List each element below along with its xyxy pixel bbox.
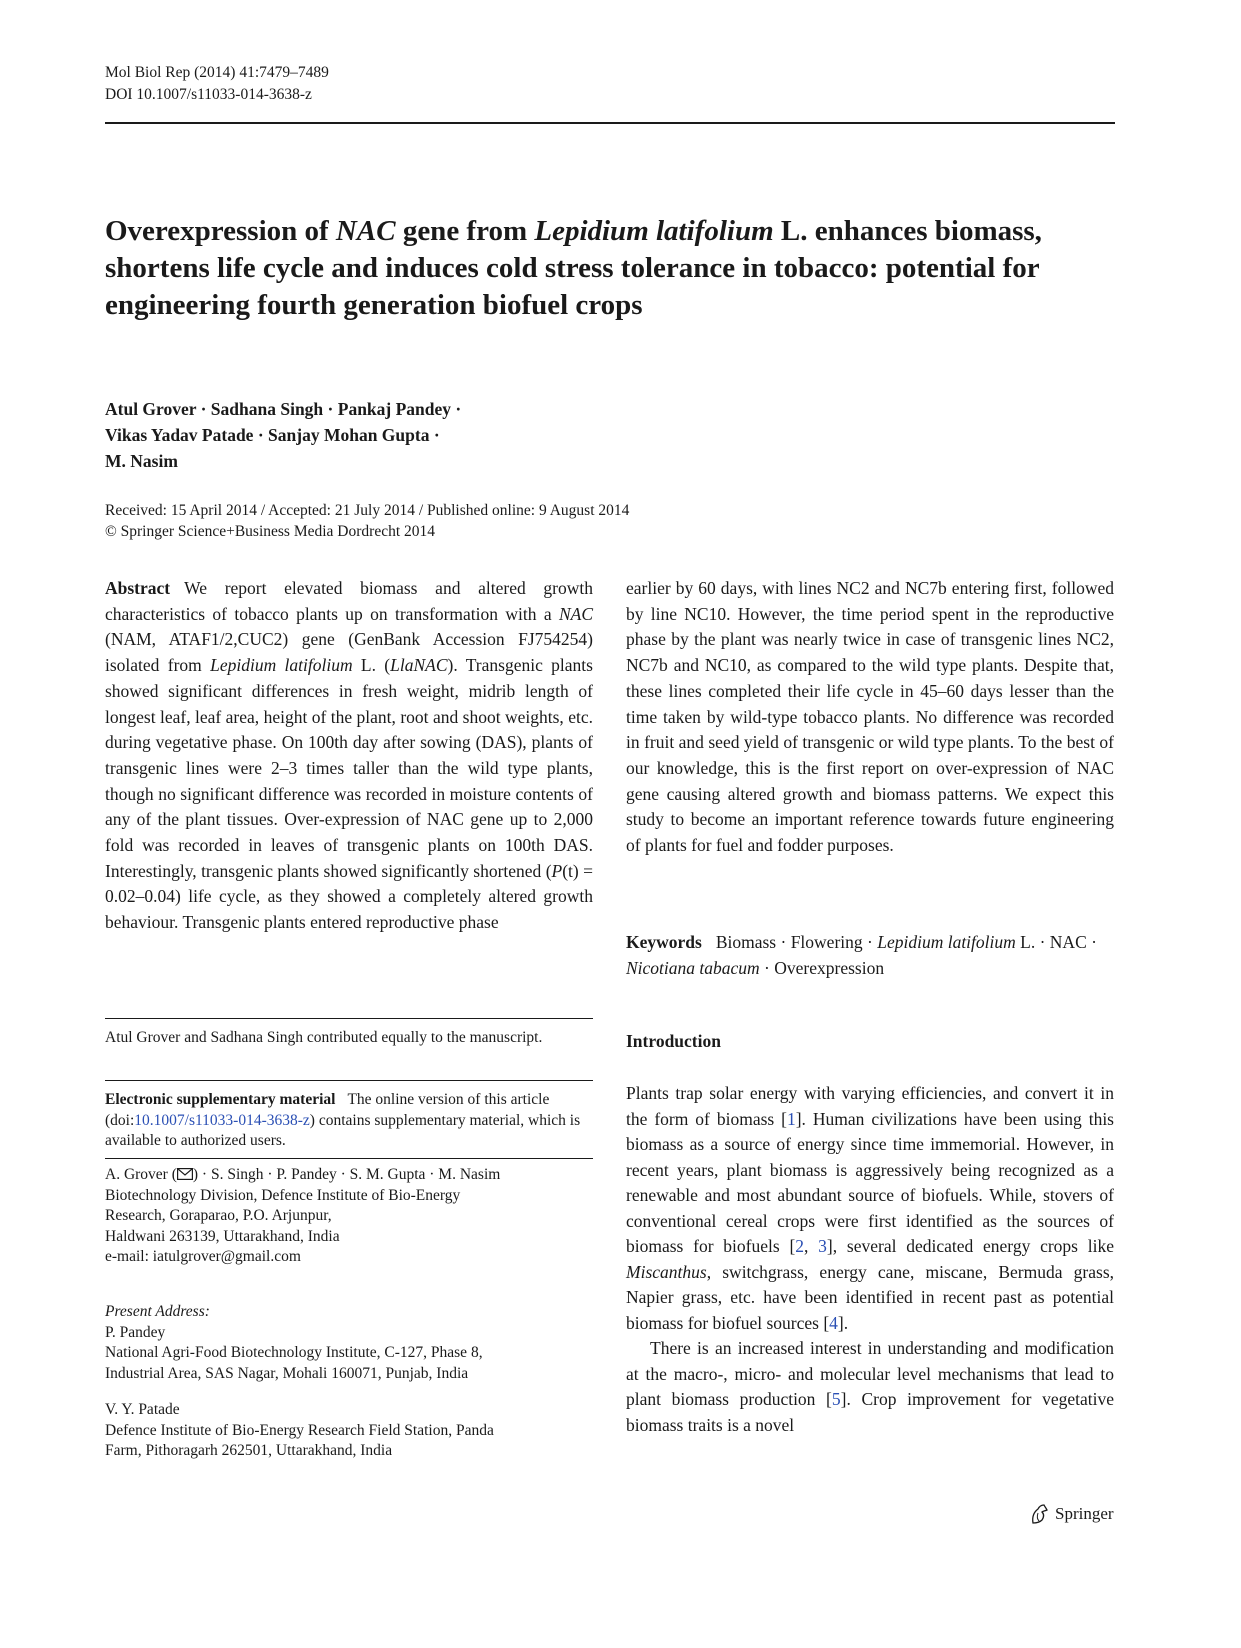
- present-address-name: V. Y. Patade: [105, 1401, 180, 1418]
- abstract-pvalue: P: [551, 860, 563, 881]
- intro-text: ]. Human civilizations have been using this biomass as a source of energy since time immemorial. However, in recent years, plant biomass is aggressively being recognized as a renewable and most abundant source of biofuels. While, stovers of conventional cereal crops were first identified as the sources of biomass for biofuels [: [626, 1108, 1114, 1256]
- present-address-line: Industrial Area, SAS Nagar, Mohali 160071, Punjab, India: [105, 1364, 469, 1382]
- keyword-text: Biomass · Flowering ·: [715, 932, 878, 952]
- abstract-gene: LlaNAC: [390, 655, 448, 676]
- citation-link[interactable]: 2: [795, 1236, 805, 1256]
- intro-text: There is an increased interest in understanding and modification at the macro-, micro- and molecular level mechanisms that lead to plant biomass production [: [626, 1338, 1114, 1409]
- author-line: Vikas Yadav Patade · Sanjay Mohan Gupta ·: [105, 425, 440, 445]
- footnote-affiliation: [105, 1165, 593, 1268]
- affiliation-line: Research, Goraparao, P.O. Arjunpur,: [105, 1207, 332, 1224]
- footnote-present-address-2: [105, 1400, 593, 1462]
- intro-text: ].: [837, 1312, 849, 1333]
- abstract-continuation: earlier by 60 days, with lines NC2 and NC7b entering first, followed by line NC10. However, the time period spent in the reproductive phase by the plant was nearly twice in case of transgenic lines NC2, NC7b and NC10, as compared to the wild type plants. Despite that, these lines completed their life cycle in 45–60 days lesser than the time taken by wild-type tobacco plants. No difference was recorded in fruit and seed yield of transgenic or wild type plants. To the best of our knowledge, this is the first report on over-expression of NAC gene causing altered growth and biomass patterns. We expect this study to become an important reference towards future engineering of plants for fuel and fodder purposes.: [626, 578, 1114, 856]
- journal-citation: Mol Biol Rep (2014) 41:7479–7489: [105, 64, 329, 81]
- intro-text: , switchgrass, energy cane, miscane, Bermuda grass, Napier grass, etc. have been identified in recent past as potential biomass for biofuel sources [: [626, 1261, 1114, 1333]
- intro-text: ,: [804, 1236, 819, 1256]
- footnote-rule: [105, 1018, 593, 1019]
- title-text: Overexpression of: [105, 215, 336, 247]
- esm-text: ) contains supplementary material, which is available to authorized users.: [105, 1111, 581, 1149]
- abstract-species: Lepidium latifolium: [210, 655, 353, 676]
- springer-horse-icon: [1029, 1503, 1049, 1525]
- publication-dates: [105, 500, 629, 542]
- footnote-equal-contribution: Atul Grover and Sadhana Singh contributed equally to the manuscript.: [105, 1029, 543, 1046]
- intro-paragraph: [626, 1336, 1114, 1438]
- publisher-logo: [1029, 1503, 1114, 1525]
- citation-link[interactable]: 5: [831, 1389, 841, 1409]
- intro-paragraph: [626, 1081, 1114, 1336]
- abstract-text: ). Transgenic plants showed significant differences in fresh weight, midrib length of longest leaf, leaf area, height of the plant, root and shoot weights, etc. during vegetative phase. On 100th day after sowing (DAS), plants of transgenic lines were 2–3 times taller than the wild type plants, though no significant difference was recorded in moisture contents of any of the plant tissues. Over-expression of NAC gene up to 2,000 fold was recorded in leaves of transgenic plants on 100th DAS. Interestingly, transgenic plants showed significantly shortened (: [105, 655, 593, 881]
- abstract-label: Abstract: [105, 578, 171, 598]
- present-address-name: P. Pandey: [105, 1323, 166, 1341]
- footnote-rule: [105, 1080, 593, 1081]
- intro-species: Miscanthus: [626, 1261, 707, 1282]
- esm-doi-link[interactable]: 10.1007/s11033-014-3638-z: [134, 1111, 310, 1129]
- footnote-esm: [105, 1090, 593, 1152]
- keyword-species: Nicotiana tabacum: [626, 957, 760, 978]
- introduction-body: [626, 1081, 1114, 1438]
- affiliation-text: A. Grover (: [105, 1166, 177, 1183]
- citation-link[interactable]: 4: [829, 1312, 838, 1333]
- abstract-text: (NAM, ATAF1/2,CUC2) gene (GenBank Accession FJ754254) isolated from: [105, 629, 593, 676]
- abstract-gene: NAC: [558, 603, 593, 624]
- affiliation-text: ) · S. Singh · P. Pandey · S. M. Gupta · M. Nasim: [192, 1166, 501, 1183]
- esm-label: Electronic supplementary material: [105, 1091, 336, 1108]
- affiliation-names: [105, 1165, 593, 1186]
- abstract-text: (t) = 0.02–0.04) life cycle, as they showed a completely altered growth behaviour. Transgenic plants entered reproductive phase: [105, 860, 594, 933]
- journal-doi: DOI 10.1007/s11033-014-3638-z: [105, 86, 312, 103]
- abstract: [105, 576, 593, 936]
- date-history: Received: 15 April 2014 / Accepted: 21 July 2014 / Published online: 9 August 2014: [105, 502, 630, 519]
- keyword-text: L. · NAC ·: [1015, 932, 1097, 952]
- copyright: © Springer Science+Business Media Dordrecht 2014: [105, 523, 436, 540]
- present-address-label: Present Address:: [105, 1303, 210, 1320]
- keyword-species: Lepidium latifolium: [877, 932, 1016, 952]
- intro-text: Plants trap solar energy with varying efficiencies, and convert it in the form of biomass [: [626, 1083, 1114, 1129]
- keywords: [626, 930, 1114, 981]
- title-gene: NAC: [335, 215, 396, 247]
- journal-header: [105, 62, 329, 106]
- present-address-line: National Agri-Food Biotechnology Institute, C-127, Phase 8,: [105, 1344, 483, 1361]
- author-line: M. Nasim: [105, 451, 178, 471]
- keyword-text: · Overexpression: [759, 957, 885, 978]
- title-text: L. enhances biomass, shortens life cycle and induces cold stress tolerance in tobacco: potential for engineering fourth generation biofuel crops: [105, 215, 1042, 321]
- author-line: Atul Grover · Sadhana Singh · Pankaj Pandey ·: [105, 399, 462, 419]
- intro-text: ], several dedicated energy crops like: [826, 1236, 1114, 1256]
- section-heading-introduction: Introduction: [626, 1031, 721, 1051]
- footnote-present-address: [105, 1302, 593, 1384]
- footnote-rule: [105, 1158, 593, 1159]
- title-text: gene from: [395, 215, 535, 247]
- publisher-name: Springer: [1055, 1504, 1114, 1523]
- abstract-text: We report elevated biomass and altered growth characteristics of tobacco plants up on transformation with a: [105, 578, 593, 624]
- esm-text: The online version of this article (doi:: [105, 1091, 550, 1129]
- abstract-text: L. (: [352, 655, 391, 676]
- header-rule: [105, 122, 1115, 124]
- keywords-label: Keywords: [626, 932, 702, 952]
- affiliation-line: Haldwani 263139, Uttarakhand, India: [105, 1227, 340, 1245]
- affiliation-line: Biotechnology Division, Defence Institute of Bio-Energy: [105, 1186, 461, 1204]
- title-species: Lepidium latifolium: [534, 215, 774, 247]
- affiliation-email: e-mail: iatulgrover@gmail.com: [105, 1248, 301, 1265]
- citation-link[interactable]: 3: [818, 1236, 827, 1256]
- envelope-icon: [177, 1168, 193, 1180]
- present-address-line: Farm, Pithoragarh 262501, Uttarakhand, India: [105, 1442, 393, 1459]
- present-address-line: Defence Institute of Bio-Energy Research Field Station, Panda: [105, 1421, 494, 1439]
- paper-title: [105, 213, 1105, 324]
- intro-text: ]. Crop improvement for vegetative biomass traits is a novel: [626, 1389, 1114, 1435]
- author-list: [105, 396, 461, 474]
- citation-link[interactable]: 1: [786, 1108, 796, 1129]
